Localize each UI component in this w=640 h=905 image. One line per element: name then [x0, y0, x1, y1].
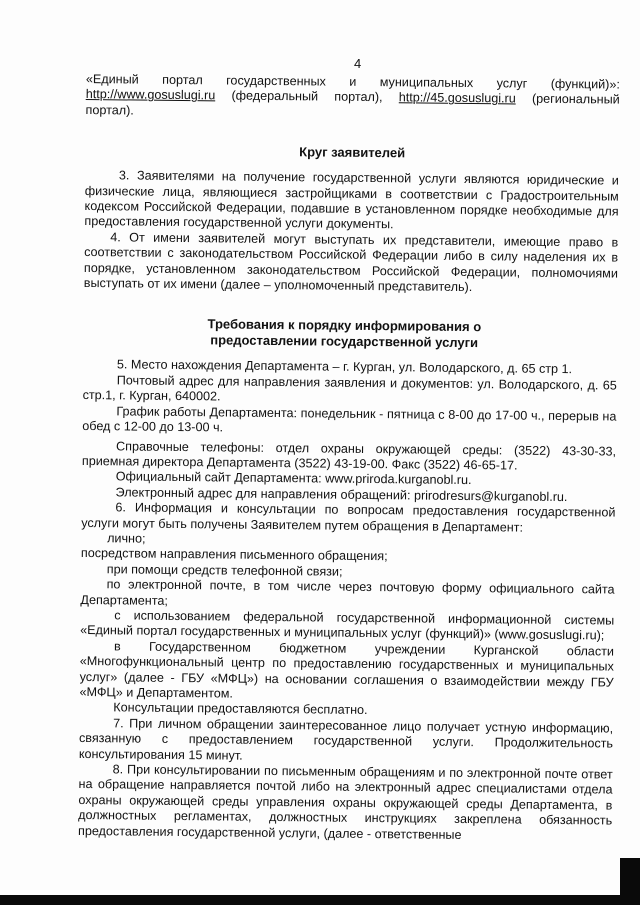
paragraph-7: 7. При личном обращении заинтересованное лицо получает устную информацию, связанную с предоставлением государственной услуги. Продолжительность консультирования 15 минут.: [78, 716, 614, 763]
list-item-portal: с использованием федеральной государственной информационной системы «Единый портал государственных и муниципальных услуг (функций)» (www.gosuslugi.ru);: [80, 608, 615, 643]
list-item-phone: при помощи средств телефонной связи;: [106, 561, 343, 579]
paragraph-postal-address: Почтовый адрес для направления заявления и документов: ул. Володарского, д. 65 стр.1, г. Курган, 640002.: [82, 373, 617, 404]
section-heading-informing: Требования к порядку информирования о предоставлении государственной услуги: [207, 316, 482, 351]
list-item-email: по электронной почте, в том числе через почтовую форму официального сайта Департамента;: [80, 577, 615, 608]
scan-border-corner: [620, 858, 640, 905]
list-item-written: посредством направления письменного обращения;: [80, 546, 388, 564]
intro-paragraph: [86, 72, 620, 124]
intro-text-after: (региональный портал).: [85, 91, 620, 118]
section-heading-applicants: Круг заявителей: [299, 144, 406, 161]
paragraph-8: 8. При консультировании по письменным обращениям и по электронной почте ответ на обращение направляется почтой либо на электронный адрес специалистами отдела охраны окружающей среды управления охраны окружающей среды Департамента, в должностных регламентах, должностных инструкциях закреплена обязанность предоставления государственной услуги, (далее - ответственные: [77, 762, 613, 842]
paragraph-3: 3. Заявителями на получение государственной услуги являются юридические и физические лица, являющиеся застройщиками в соответствии с Градостроительным кодексом Российской Федерации, подавшие в установленном порядке необходимые для предоставления государственной услуги документы.: [84, 168, 619, 232]
paragraph-phones: Справочные телефоны: отдел охраны окружающей среды: (3522) 43-30-33, приемная директора Департамента (3522) 43-19-00. Факс (3522) 46-65-17.: [81, 438, 617, 473]
list-item-personal: лично;: [107, 531, 146, 546]
paragraph-free-consultation: Консультации предоставляются бесплатно.: [113, 700, 368, 718]
scan-border-bottom: [0, 895, 640, 905]
page-number: 4: [354, 56, 362, 71]
paragraph-4: 4. От имени заявителей могут выступать их представители, имеющие право в соответствии с законодательством Российской Федерации либо в силу наделения их в порядке, установленном законодательством Российской Федерации, полномочиями выступать от их имени (далее – уполномоченный представитель).: [83, 230, 619, 295]
intro-text-before: «Единый портал государственных и муниципальных услуг (функций)»:: [85, 72, 620, 92]
paragraph-6: 6. Информация и консультации по вопросам предоставления государственной услуги могут быть получены Заявителем путем обращения в Департамент:: [81, 500, 616, 535]
paragraph-website: Официальный сайт Департамента: www.priroda.kurganobl.ru.: [115, 469, 472, 488]
paragraph-5-location: 5. Место нахождения Департамента – г. Курган, ул. Володарского, д. 65 стр 1.: [116, 357, 573, 377]
intro-text-middle: (федеральный портал),: [215, 88, 399, 105]
paragraph-schedule: График работы Департамента: понедельник - пятница с 8-00 до 17-00 ч., перерыв на обед с 12-00 до 13-00 ч.: [82, 404, 617, 435]
list-item-mfc: в Государственном бюджетном учреждении Курганской области «Многофункциональный центр по предоставлению государственных и муниципальных услуг» (далее - ГБУ «МФЦ») на основании соглашения о взаимодействии между ГБУ «МФЦ» и Департаментом.: [79, 639, 615, 701]
paragraph-email: Электронный адрес для направления обращений: prirodresurs@kurganobl.ru.: [115, 485, 568, 504]
federal-portal-link[interactable]: http://www.gosuslugi.ru: [85, 87, 216, 103]
document-body: [78, 72, 620, 845]
regional-portal-link[interactable]: http://45.gosuslugi.ru: [398, 90, 516, 106]
